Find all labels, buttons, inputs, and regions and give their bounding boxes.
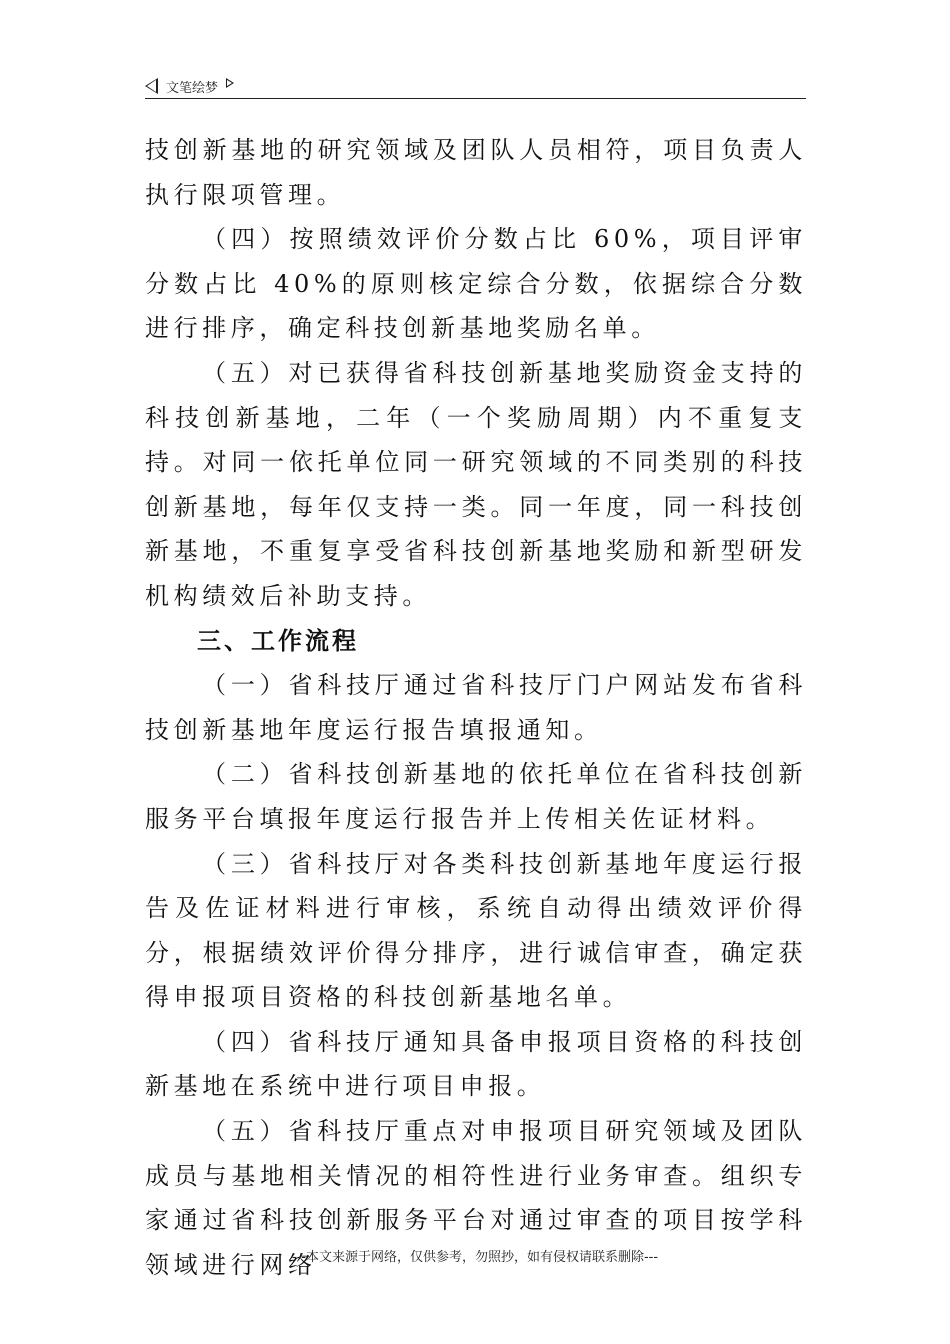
paragraph-item-4: （四）按照绩效评价分数占比 60%，项目评审分数占比 40%的原则核定综合分数，依据综合分数进行排序，确定科技创新基地奖励名单。 xyxy=(145,225,807,343)
paragraph-step-3: （三）省科技厅对各类科技创新基地年度运行报告及佐证材料进行审核，系统自动得出绩效评价得分，根据绩效评价得分排序，进行诚信审查，确定获得申报项目资格的科技创新基地名单。 xyxy=(145,849,807,1012)
paragraph-item-5: （五）对已获得省科技创新基地奖励资金支持的科技创新基地，二年（一个奖励周期）内不重复支持。对同一依托单位同一研究领域的不同类别的科技创新基地，每年仅支持一类。同一年度，同一科技创新基地，不重复享受省科技创新基地奖励和新型研发机构绩效后补助支持。 xyxy=(145,358,807,610)
paragraph-step-5: （五）省科技厅重点对申报项目研究领域及团队成员与基地相关情况的相符性进行业务审查。组织专家通过省科技创新服务平台对通过审查的项目按学科领域进行网络 xyxy=(145,1117,807,1279)
paragraph-step-2: （二）省科技创新基地的依托单位在省科技创新服务平台填报年度运行报告并上传相关佐证材料。 xyxy=(145,760,807,833)
paragraph-continuation: 技创新基地的研究领域及团队人员相符，项目负责人执行限项管理。 xyxy=(145,136,807,209)
header-title: 文笔绘梦 xyxy=(166,80,219,96)
paragraph-step-4: （四）省科技厅通知具备申报项目资格的科技创新基地在系统中进行项目申报。 xyxy=(145,1027,807,1101)
section-heading: 三、工作流程 xyxy=(197,626,359,655)
page-header xyxy=(145,74,806,99)
document-body xyxy=(145,128,807,1287)
triangle-left-icon xyxy=(145,78,158,94)
triangle-right-icon xyxy=(226,78,234,88)
footer-disclaimer: ---本文来源于网络，仅供参考，勿照抄，如有侵权请联系删除--- xyxy=(291,1250,659,1265)
paragraph-step-1: （一）省科技厅通过省科技厅门户网站发布省科技创新基地年度运行报告填报通知。 xyxy=(145,671,807,744)
